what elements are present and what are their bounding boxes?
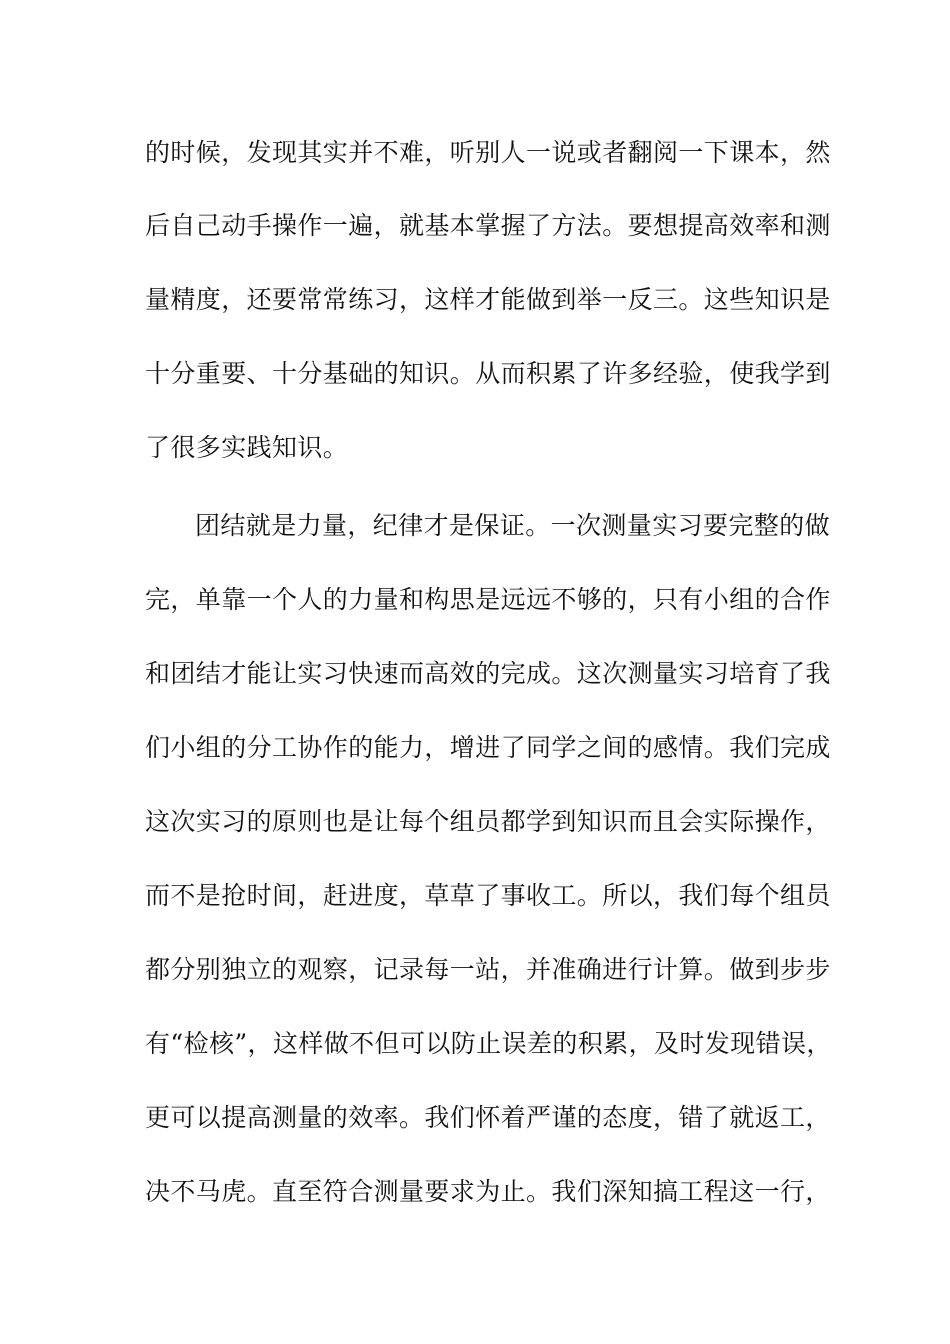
text-line: 和团结才能让实习快速而高效的完成。这次测量实习培育了我 (145, 659, 831, 688)
text-line: 完，单靠一个人的力量和构思是远远不够的，只有小组的合作 (145, 585, 831, 614)
text-line: 这次实习的原则也是让每个组员都学到知识而且会实际操作， (145, 807, 831, 836)
text-line: 的时候，发现其实并不难，听别人一说或者翻阅一下课本，然 (145, 138, 831, 167)
text-line: 量精度，还要常常练习，这样才能做到举一反三。这些知识是 (145, 285, 831, 314)
text-line: 后自己动手操作一遍，就基本掌握了方法。要想提高效率和测 (145, 211, 831, 240)
text-line: 有“检核”，这样做不但可以防止误差的积累，及时发现错误， (145, 1029, 832, 1058)
paragraph-first-line: 团结就是力量，纪律才是保证。一次测量实习要完整的做 (195, 511, 831, 540)
text-line: 十分重要、十分基础的知识。从而积累了许多经验，使我学到 (145, 359, 831, 388)
text-line: 了很多实践知识。 (145, 433, 349, 462)
text-line: 更可以提高测量的效率。我们怀着严谨的态度，错了就返工， (145, 1103, 831, 1132)
text-line: 们小组的分工协作的能力，增进了同学之间的感情。我们完成 (145, 733, 831, 762)
text-line: 而不是抢时间，赶进度，草草了事收工。所以，我们每个组员 (145, 881, 831, 910)
text-line: 决不马虎。直至符合测量要求为止。我们深知搞工程这一行， (145, 1177, 831, 1206)
text-line: 都分别独立的观察，记录每一站，并准确进行计算。做到步步 (145, 955, 831, 984)
